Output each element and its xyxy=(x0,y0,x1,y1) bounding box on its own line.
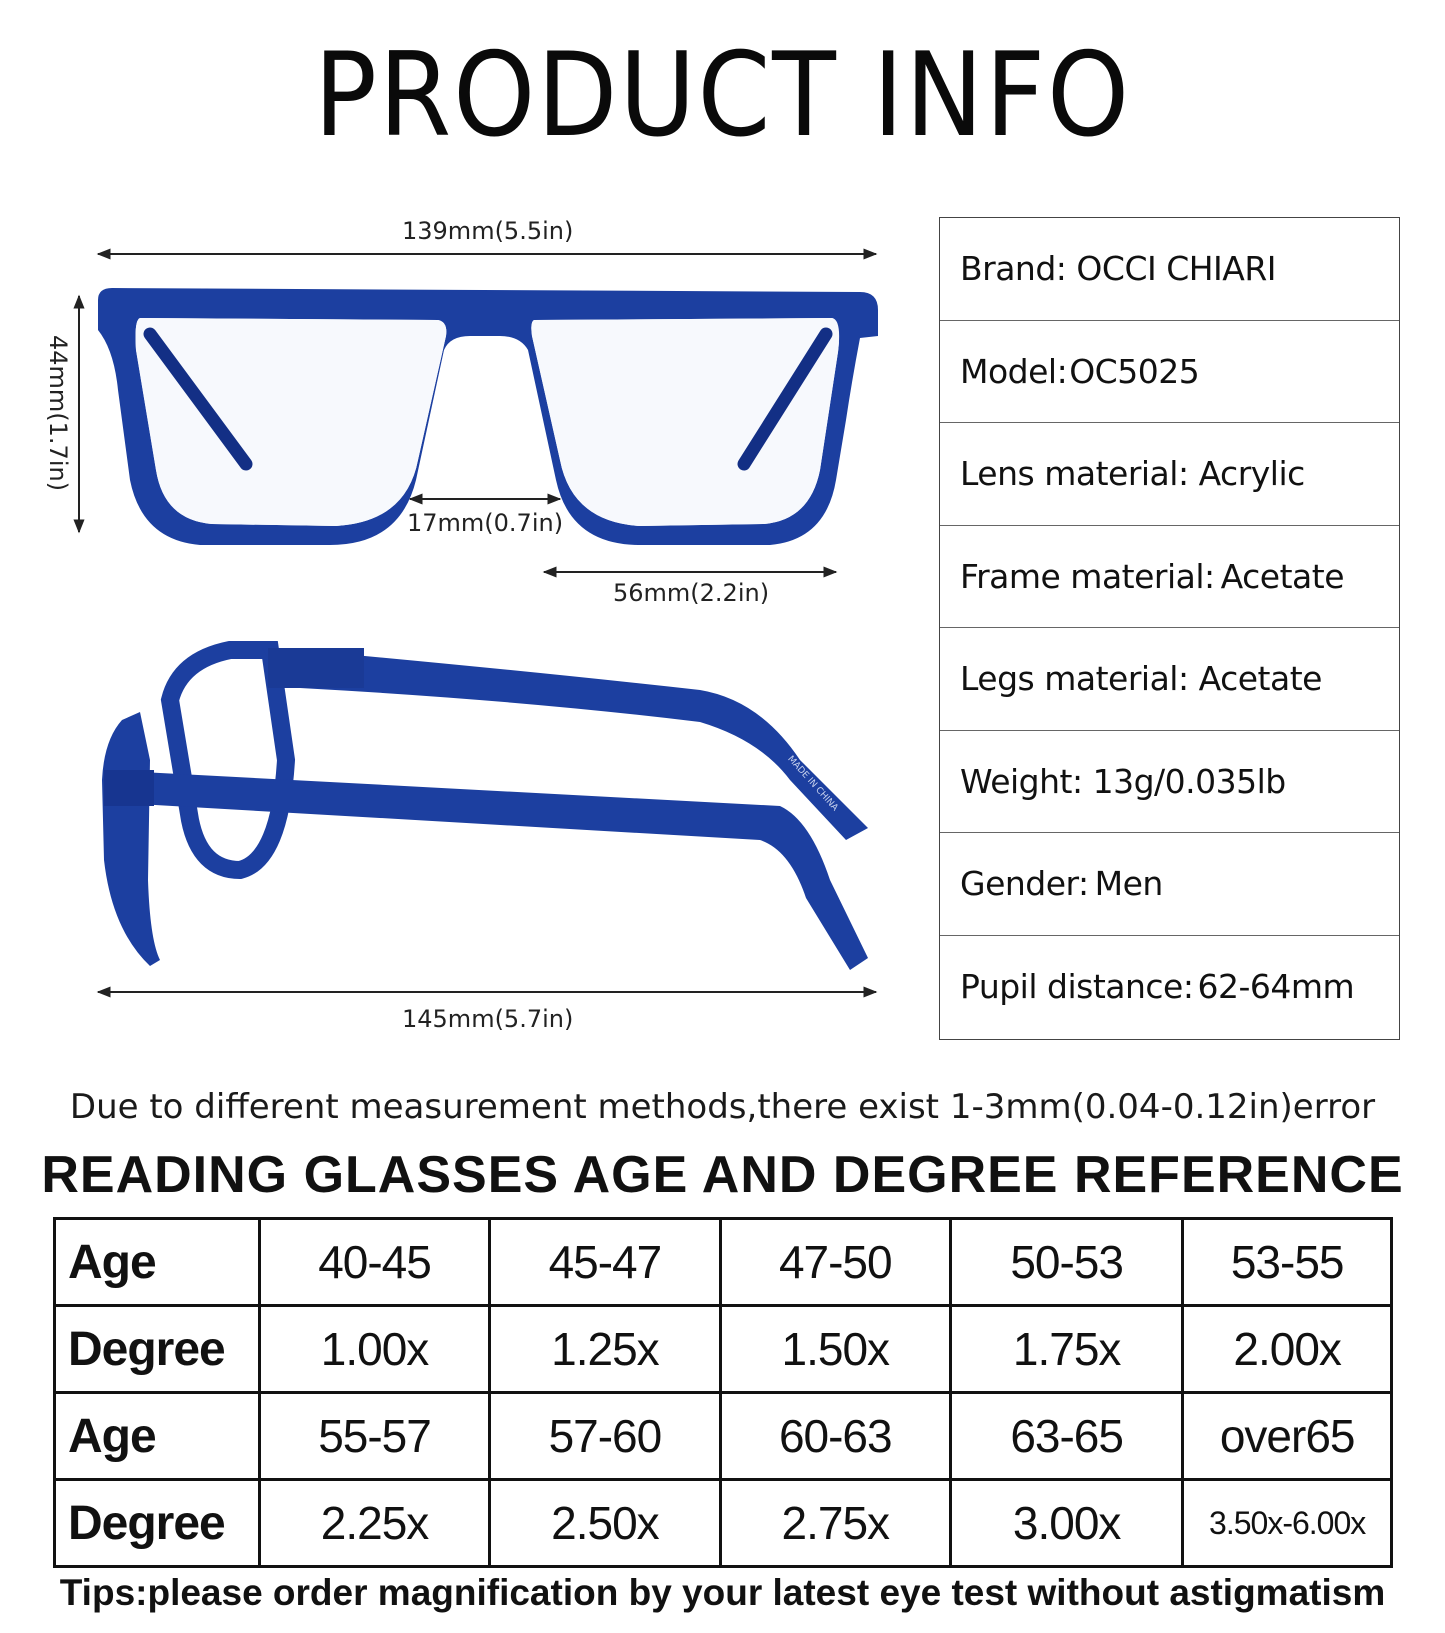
table-cell: 53-55 xyxy=(1183,1219,1392,1306)
spec-label: Legs material: xyxy=(960,659,1189,699)
table-cell: 47-50 xyxy=(720,1219,950,1306)
spec-value: 13g/0.035lb xyxy=(1092,761,1286,801)
table-cell: 2.25x xyxy=(259,1480,489,1567)
table-cell: 57-60 xyxy=(490,1393,720,1480)
table-row xyxy=(55,1393,1392,1480)
spec-row-frame-material xyxy=(940,526,1399,629)
table-cell: 60-63 xyxy=(720,1393,950,1480)
table-row xyxy=(55,1480,1392,1567)
spec-row-model xyxy=(940,321,1399,424)
spec-label: Lens material: xyxy=(960,454,1189,494)
table-cell: 2.50x xyxy=(490,1480,720,1567)
row-header: Degree xyxy=(55,1480,260,1567)
table-cell: 3.50x-6.00x xyxy=(1183,1480,1392,1567)
spec-value: OC5025 xyxy=(1069,351,1200,391)
spec-row-lens-material xyxy=(940,423,1399,526)
table-cell: 3.00x xyxy=(950,1480,1182,1567)
table-cell: 50-53 xyxy=(950,1219,1182,1306)
row-header: Age xyxy=(55,1219,260,1306)
table-cell: 40-45 xyxy=(259,1219,489,1306)
spec-row-gender xyxy=(940,833,1399,936)
table-cell: 1.25x xyxy=(490,1306,720,1393)
side-view-glasses xyxy=(102,648,868,970)
spec-value: Acetate xyxy=(1220,556,1345,596)
specs-table xyxy=(939,217,1400,1040)
spec-row-brand xyxy=(940,218,1399,321)
lens-width-label: 56mm(2.2in) xyxy=(613,579,770,607)
table-cell: 2.00x xyxy=(1183,1306,1392,1393)
table-cell: 45-47 xyxy=(490,1219,720,1306)
spec-value: OCCI CHIARI xyxy=(1076,249,1277,289)
spec-value: Men xyxy=(1094,864,1163,904)
table-cell: 2.75x xyxy=(720,1480,950,1567)
spec-label: Brand: xyxy=(960,249,1067,289)
temple-length-label: 145mm(5.7in) xyxy=(402,1005,574,1033)
frame-width-label: 139mm(5.5in) xyxy=(402,217,574,245)
spec-value: Acrylic xyxy=(1198,454,1305,494)
spec-label: Model: xyxy=(960,351,1068,391)
lens-height-label: 44mm(1.7in) xyxy=(44,335,72,492)
temple-imprint: MADE IN CHINA xyxy=(785,754,840,814)
table-cell: 1.00x xyxy=(259,1306,489,1393)
table-cell: 1.50x xyxy=(720,1306,950,1393)
measurement-note: Due to different measurement methods,there exist 1-3mm(0.04-0.12in)error xyxy=(69,1087,1376,1127)
tips-text: Tips:please order magnification by your latest eye test without astigmatism xyxy=(59,1572,1386,1613)
front-view-glasses xyxy=(98,288,878,545)
reference-table xyxy=(53,1217,1393,1568)
spec-label: Frame material: xyxy=(960,556,1215,596)
spec-row-legs-material xyxy=(940,628,1399,731)
spec-row-weight xyxy=(940,731,1399,834)
table-cell: 55-57 xyxy=(259,1393,489,1480)
spec-value: 62-64mm xyxy=(1197,967,1355,1007)
row-header: Degree xyxy=(55,1306,260,1393)
spec-value: Acetate xyxy=(1198,659,1322,699)
spec-row-pupil-distance xyxy=(940,936,1399,1039)
table-cell: 63-65 xyxy=(950,1393,1182,1480)
table-cell: 1.75x xyxy=(950,1306,1182,1393)
reference-title: READING GLASSES AGE AND DEGREE REFERENCE xyxy=(41,1146,1404,1204)
table-cell: over65 xyxy=(1183,1393,1392,1480)
row-header: Age xyxy=(55,1393,260,1480)
bridge-width-label: 17mm(0.7in) xyxy=(407,509,564,537)
table-row xyxy=(55,1306,1392,1393)
spec-label: Gender: xyxy=(960,864,1089,904)
spec-label: Weight: xyxy=(960,761,1083,801)
spec-label: Pupil distance: xyxy=(960,967,1194,1007)
page-title: PRODUCT INFO xyxy=(313,28,1132,163)
table-row xyxy=(55,1219,1392,1306)
